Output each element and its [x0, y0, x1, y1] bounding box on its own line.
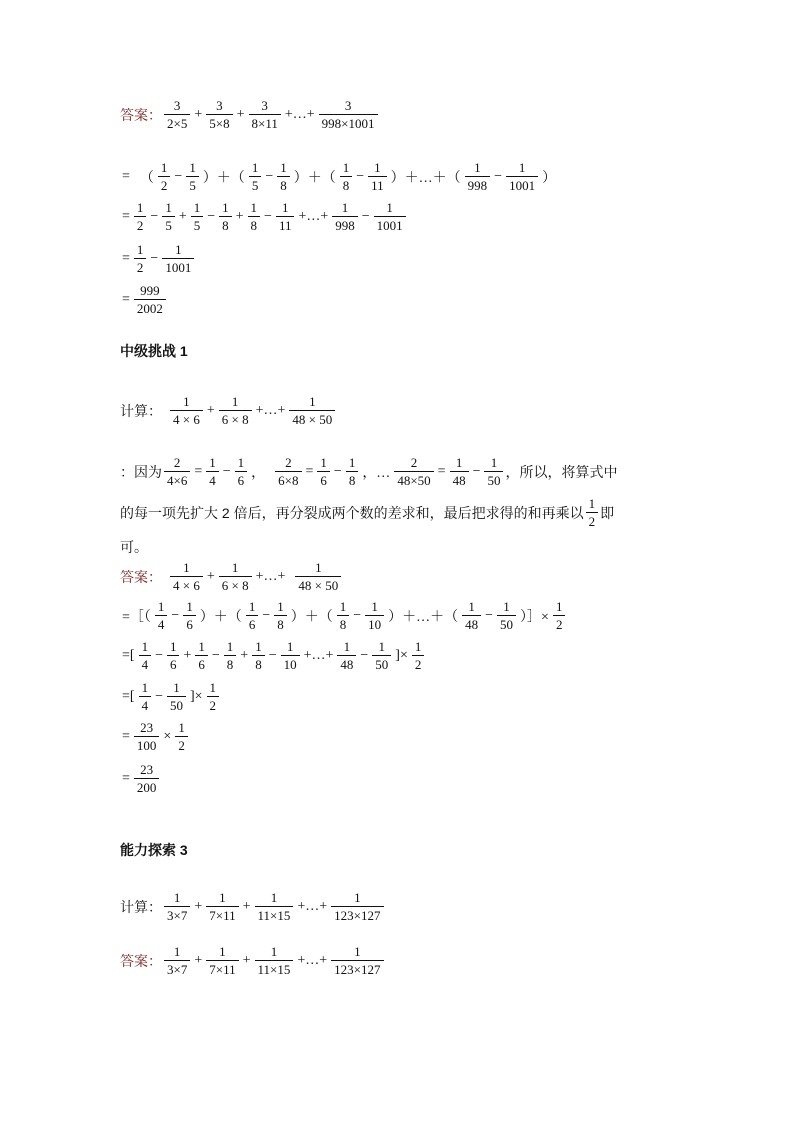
denominator: 50: [484, 471, 503, 488]
answer-label: 答案：: [120, 568, 162, 585]
numerator: 1: [354, 944, 361, 959]
fraction: [162, 242, 194, 275]
numerator: 1: [178, 720, 185, 735]
denominator: 2: [586, 512, 599, 529]
fraction: [139, 639, 152, 672]
denominator: 123×127: [331, 960, 383, 977]
numerator: 1: [157, 599, 165, 614]
denominator: 10: [365, 615, 384, 632]
denominator: 200: [134, 778, 160, 795]
hint-line-1: ：因为 $\frac{2}{4\times 6}$ = $\frac{1}{4}$ − $\frac{1}{6}$ ， $\frac{2}{6\times 8}$ = $\frac{1}{6}$ − $\frac{1}{8}$ ，… $\frac{2}{48\times 50}$ = $\frac{1}{48}$ − $\frac{1}{50}$ ，所以，将算式中: [120, 455, 618, 488]
section-heading: 中级挑战 1: [120, 343, 188, 359]
denominator: 5: [162, 216, 175, 233]
numerator: 1: [165, 200, 172, 215]
numerator: 1: [270, 944, 278, 959]
numerator: 1: [320, 455, 327, 470]
fraction: [553, 599, 566, 632]
numerator: 1: [186, 599, 193, 614]
fraction: [206, 890, 238, 923]
denominator: 4 × 6: [170, 410, 203, 427]
fraction: [195, 639, 208, 672]
denominator: 11: [368, 176, 387, 193]
numerator: 1: [255, 639, 262, 654]
numerator: 1: [354, 890, 361, 905]
fraction: [374, 200, 406, 233]
fraction: [450, 455, 469, 488]
denominator: 2×5: [164, 114, 190, 131]
fraction: [337, 639, 356, 672]
numerator: 1: [173, 890, 181, 905]
denominator: 48: [462, 615, 481, 632]
fraction: [186, 160, 199, 193]
fraction: [134, 283, 166, 316]
fraction: [164, 944, 190, 977]
fraction: [219, 200, 232, 233]
numerator: 1: [588, 496, 596, 511]
denominator: 8: [224, 655, 237, 672]
denominator: 7×11: [206, 906, 238, 923]
numerator: 1: [160, 160, 168, 175]
numerator: 1: [309, 394, 316, 409]
numerator: 3: [173, 98, 181, 113]
numerator: 1: [136, 242, 144, 257]
numerator: 1: [474, 160, 481, 175]
denominator: 123×127: [331, 906, 383, 923]
numerator: 1: [378, 639, 386, 654]
denominator: 6: [183, 615, 196, 632]
fraction: [275, 455, 301, 488]
fraction: [506, 160, 538, 193]
denominator: 3×7: [164, 960, 190, 977]
numerator: 2: [285, 455, 292, 470]
numerator: 1: [141, 639, 149, 654]
compute-label: 计算：: [120, 402, 162, 419]
numerator: 1: [286, 639, 294, 654]
denominator: 1001: [162, 258, 194, 275]
fraction: [155, 599, 168, 632]
numerator: 1: [237, 455, 245, 470]
denominator: 8: [337, 615, 350, 632]
compute-label: 计算：: [120, 898, 162, 915]
numerator: 1: [341, 200, 349, 215]
equation-step: =[ $\frac{1}{4}$ − $\frac{1}{50}$ ]× $\frac{1}{2}$: [120, 680, 221, 713]
denominator: 6: [246, 615, 259, 632]
fraction: [235, 455, 248, 488]
numerator: 1: [248, 599, 256, 614]
fraction: [331, 890, 383, 923]
numerator: 1: [189, 160, 196, 175]
denominator: 50: [372, 655, 391, 672]
denominator: 8: [252, 655, 265, 672]
fraction: [484, 455, 503, 488]
denominator: 5×8: [206, 114, 232, 131]
fraction: [134, 242, 147, 275]
denominator: 6: [317, 471, 330, 488]
numerator: 1: [503, 599, 510, 614]
denominator: 998: [465, 176, 491, 193]
numerator: 1: [169, 639, 177, 654]
denominator: 5: [186, 176, 199, 193]
fraction: [317, 455, 330, 488]
denominator: 8×11: [249, 114, 281, 131]
denominator: 998×1001: [319, 114, 378, 131]
equation-step: = $\frac{23}{200}$: [120, 762, 161, 795]
problem-3-line: 计算： $\frac{1}{3\times 7}$ + $\frac{1}{7\times 11}$ + $\frac{1}{11\times 15}$ +…+ $\frac{1}{123\times 127}$: [120, 890, 386, 923]
fraction: [191, 200, 204, 233]
numerator: 23: [140, 720, 154, 735]
denominator: 2: [134, 258, 147, 275]
denominator: 8: [248, 216, 261, 233]
fraction: [276, 200, 295, 233]
fraction: [337, 599, 350, 632]
equation-step: = $\frac{23}{100}$ × $\frac{1}{2}$: [120, 720, 190, 753]
denominator: 4: [206, 471, 219, 488]
numerator: 1: [231, 394, 239, 409]
denominator: 6 × 8: [219, 410, 252, 427]
numerator: 1: [374, 160, 381, 175]
fraction: [295, 560, 341, 593]
equation-step: = $\frac{1}{2}$ − $\frac{1}{1001}$: [120, 242, 196, 275]
numerator: 1: [219, 890, 226, 905]
denominator: 4: [139, 696, 152, 713]
denominator: 6: [167, 655, 180, 672]
fraction: [274, 599, 287, 632]
denominator: 11: [276, 216, 295, 233]
numerator: 1: [173, 944, 181, 959]
numerator: 1: [183, 394, 190, 409]
fraction: [219, 560, 252, 593]
numerator: 2: [410, 455, 418, 470]
answer-2-line: 答案： $\frac{1}{4 \times 6}$ + $\frac{1}{6 \times 8}$ +…+ $\frac{1}{48 \times 50}$: [120, 560, 343, 593]
fraction: [365, 599, 384, 632]
denominator: 48 × 50: [289, 410, 335, 427]
numerator: 1: [342, 160, 350, 175]
equation-step: = $\frac{1}{2}$ − $\frac{1}{5}$ + $\frac{1}{5}$ − $\frac{1}{8}$ + $\frac{1}{8}$ − $\frac{1}{11}$ +…+ $\frac{1}{998}$ − $\frac{1}{1001}$: [120, 200, 408, 233]
fraction: [332, 200, 358, 233]
fraction: [206, 944, 238, 977]
hint-text: 可。: [120, 539, 148, 555]
fraction: [170, 560, 203, 593]
hint-text: 的每一项先扩大 2 倍后，再分裂成两个数的差求和，最后把求得的和再乘以: [120, 504, 584, 521]
denominator: 48 × 50: [295, 576, 341, 593]
fraction: [252, 639, 265, 672]
answer-label: 答案：: [120, 106, 162, 123]
fraction: [394, 455, 433, 488]
numerator: 1: [555, 599, 563, 614]
numerator: 1: [315, 560, 322, 575]
fraction: [249, 98, 281, 131]
numerator: 1: [281, 200, 289, 215]
numerator: 1: [468, 599, 475, 614]
denominator: 8: [346, 471, 359, 488]
denominator: 2: [553, 615, 566, 632]
denominator: 2: [175, 736, 188, 753]
fraction: [164, 455, 190, 488]
fraction: [170, 394, 203, 427]
denominator: 10: [281, 655, 300, 672]
numerator: 1: [231, 560, 239, 575]
numerator: 3: [261, 98, 268, 113]
hint-line-2: [120, 496, 614, 529]
denominator: 8: [219, 216, 232, 233]
fraction: [319, 98, 378, 131]
denominator: 4×6: [164, 471, 190, 488]
numerator: 2: [173, 455, 181, 470]
numerator: 23: [140, 762, 154, 777]
fraction: [462, 599, 481, 632]
numerator: 1: [371, 599, 378, 614]
denominator: 4: [155, 615, 168, 632]
numerator: 1: [339, 599, 347, 614]
hint-text: 即: [600, 504, 615, 521]
denominator: 8: [277, 176, 290, 193]
fraction: [249, 160, 262, 193]
hint-text: ：因为: [120, 463, 162, 480]
section-heading: 能力探索 3: [120, 842, 188, 858]
fraction: [277, 160, 290, 193]
numerator: 1: [386, 200, 393, 215]
hint-text: ，所以，将算式中: [505, 463, 618, 480]
denominator: 50: [497, 615, 516, 632]
fraction: [346, 455, 359, 488]
denominator: 50: [167, 696, 186, 713]
hint-line-3: [120, 537, 148, 557]
denominator: 11×15: [255, 960, 294, 977]
equation-step: = $\frac{999}{2002}$: [120, 283, 168, 316]
equation-step: = （ $\frac{1}{2}$ − $\frac{1}{5}$ ）＋（ $\frac{1}{5}$ − $\frac{1}{8}$ ）＋（ $\frac{1}{8}$ − $\frac{1}{11}$ ）＋…＋（ $\frac{1}{998}$ − $\frac{1}{1001}$ ）: [122, 160, 557, 193]
denominator: 48: [337, 655, 356, 672]
fraction: [134, 200, 147, 233]
denominator: 5: [191, 216, 204, 233]
numerator: 1: [270, 890, 278, 905]
denominator: 6 × 8: [219, 576, 252, 593]
fraction: [340, 160, 353, 193]
denominator: 6×8: [275, 471, 301, 488]
numerator: 1: [193, 200, 201, 215]
fraction: [175, 720, 188, 753]
numerator: 1: [222, 200, 229, 215]
fraction: [586, 496, 599, 529]
denominator: 4 × 6: [170, 576, 203, 593]
fraction: [281, 639, 300, 672]
answer-3-line: 答案： $\frac{1}{3\times 7}$ + $\frac{1}{7\times 11}$ + $\frac{1}{11\times 15}$ +…+ $\frac{1}{123\times 127}$: [120, 944, 386, 977]
numerator: 1: [209, 455, 216, 470]
numerator: 1: [173, 680, 180, 695]
problem-2-line: 计算： $\frac{1}{4 \times 6}$ + $\frac{1}{6 \times 8}$ +…+ $\frac{1}{48 \times 50}$: [120, 394, 337, 427]
denominator: 6: [235, 471, 248, 488]
fraction: [255, 944, 294, 977]
numerator: 1: [277, 599, 284, 614]
fraction: [246, 599, 259, 632]
fraction: [139, 680, 152, 713]
denominator: 2: [207, 696, 220, 713]
denominator: 1001: [374, 216, 406, 233]
denominator: 11×15: [255, 906, 294, 923]
numerator: 1: [250, 200, 258, 215]
fraction: [206, 455, 219, 488]
denominator: 48: [450, 471, 469, 488]
numerator: 1: [348, 455, 356, 470]
numerator: 1: [141, 680, 149, 695]
numerator: 1: [175, 242, 182, 257]
fraction: [289, 394, 335, 427]
numerator: 1: [490, 455, 498, 470]
denominator: 48×50: [394, 471, 433, 488]
fraction: [224, 639, 237, 672]
fraction: [206, 98, 232, 131]
numerator: 1: [183, 560, 190, 575]
fraction: [158, 160, 171, 193]
fraction: [164, 98, 190, 131]
fraction: [372, 639, 391, 672]
numerator: 1: [251, 160, 259, 175]
fraction: [368, 160, 387, 193]
fraction: [465, 160, 491, 193]
numerator: 1: [343, 639, 351, 654]
denominator: 8: [340, 176, 353, 193]
numerator: 1: [209, 680, 217, 695]
denominator: 2: [158, 176, 171, 193]
fraction: [497, 599, 516, 632]
numerator: 1: [226, 639, 234, 654]
fraction: [412, 639, 425, 672]
fraction: [183, 599, 196, 632]
denominator: 5: [249, 176, 262, 193]
denominator: 8: [274, 615, 287, 632]
fraction: [167, 680, 186, 713]
fraction: [162, 200, 175, 233]
numerator: 1: [136, 200, 144, 215]
fraction: [164, 890, 190, 923]
denominator: 1001: [506, 176, 538, 193]
numerator: 3: [216, 98, 223, 113]
numerator: 1: [198, 639, 205, 654]
fraction: [167, 639, 180, 672]
denominator: 100: [134, 736, 160, 753]
equation-step: =[ $\frac{1}{4}$ − $\frac{1}{6}$ + $\frac{1}{6}$ − $\frac{1}{8}$ + $\frac{1}{8}$ − $\frac{1}{10}$ +…+ $\frac{1}{48}$ − $\frac{1}{50}$ ]× $\frac{1}{2}$: [120, 639, 426, 672]
denominator: 2002: [134, 299, 166, 316]
fraction: [134, 720, 160, 753]
fraction: [219, 394, 252, 427]
numerator: 1: [518, 160, 526, 175]
numerator: 999: [140, 283, 160, 298]
numerator: 1: [280, 160, 287, 175]
fraction: [331, 944, 383, 977]
denominator: 6: [195, 655, 208, 672]
fraction: [207, 680, 220, 713]
fraction: [248, 200, 261, 233]
denominator: 2: [134, 216, 147, 233]
answer-1-line: 答案： $\frac{3}{2\times 5}$ + $\frac{3}{5\times 8}$ + $\frac{3}{8\times 11}$ +…+ $\frac{3}{998\times 1001}$: [120, 98, 380, 131]
denominator: 998: [332, 216, 358, 233]
denominator: 4: [139, 655, 152, 672]
numerator: 1: [219, 944, 226, 959]
denominator: 3×7: [164, 906, 190, 923]
answer-label: 答案：: [120, 952, 162, 969]
equation-step: =［（ $\frac{1}{4}$ − $\frac{1}{6}$ ）＋（ $\frac{1}{6}$ − $\frac{1}{8}$ ）＋（ $\frac{1}{8}$ − $\frac{1}{10}$ ）＋…＋（ $\frac{1}{48}$ − $\frac{1}{50}$ ）］× $\frac{1}{2}$: [120, 599, 567, 632]
fraction: [255, 890, 294, 923]
denominator: 2: [412, 655, 425, 672]
denominator: 7×11: [206, 960, 238, 977]
numerator: 1: [414, 639, 422, 654]
fraction: [134, 762, 160, 795]
numerator: 1: [455, 455, 463, 470]
numerator: 3: [344, 98, 352, 113]
